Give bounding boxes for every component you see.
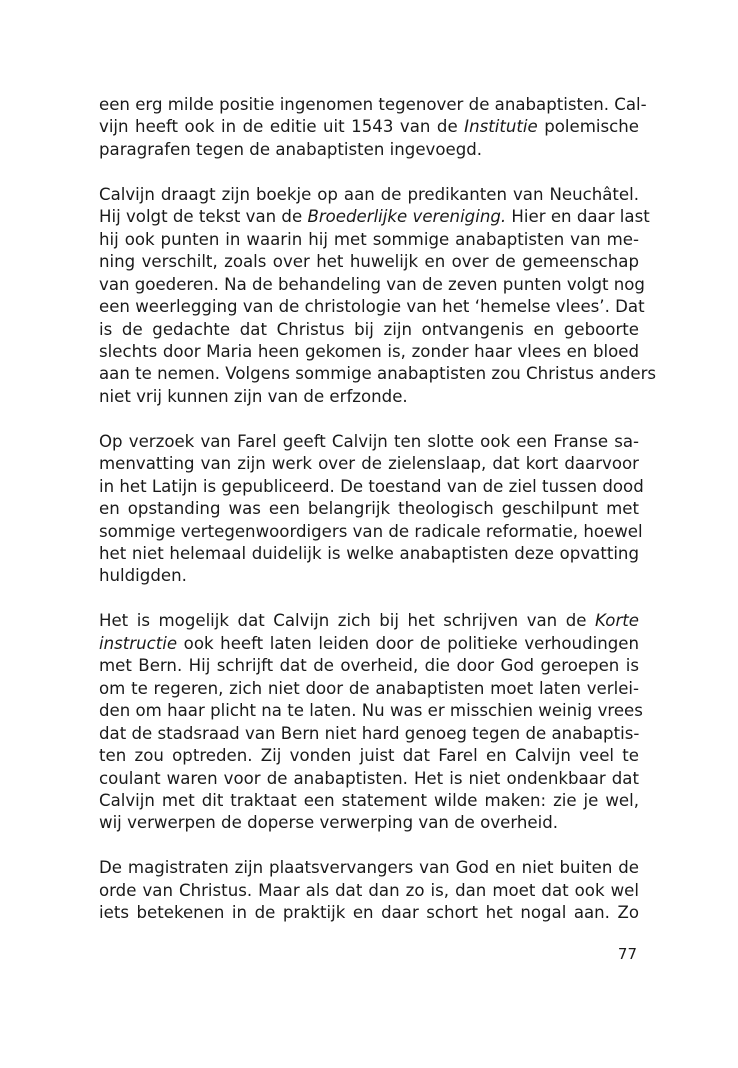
text-line: ten zou optreden. Zij vonden juist dat Farel en Calvijn veel te <box>99 746 639 766</box>
text-line: instructie ook heeft laten leiden door de politieke verhoudingen <box>99 633 639 653</box>
text-line: van goederen. Na de behandeling van de zeven punten volgt nog <box>99 274 645 294</box>
text-line: paragrafen tegen de anabaptisten ingevoegd. <box>99 139 483 159</box>
text-line: Op verzoek van Farel geeft Calvijn ten slotte ook een Franse sa- <box>99 431 639 451</box>
text-line: het niet helemaal duidelijk is welke anabaptisten deze opvatting <box>99 544 639 564</box>
text-line: ning verschilt, zoals over het huwelijk en over de gemeenschap <box>99 252 639 272</box>
body-text <box>99 94 657 925</box>
paragraph <box>99 610 643 835</box>
text-line: coulant waren voor de anabaptisten. Het is niet ondenkbaar dat <box>99 768 639 788</box>
text-line: is de gedachte dat Christus bij zijn ontvangenis en geboorte <box>99 319 639 339</box>
text-line: hij ook punten in waarin hij met sommige anabaptisten van me- <box>99 229 639 249</box>
text-line: vijn heeft ook in de editie uit 1543 van de Institutie polemische <box>99 117 639 137</box>
text-line: De magistraten zijn plaatsvervangers van God en niet buiten de <box>99 858 639 878</box>
text-line: Calvijn met dit traktaat een statement wilde maken: zie je wel, <box>99 791 639 810</box>
italic-title: Korte <box>595 611 639 631</box>
italic-title: Broederlijke vereniging. <box>307 207 507 227</box>
text-line: een weerlegging van de christologie van het ‘hemelse vlees’. Dat <box>99 297 645 317</box>
text-line: Het is mogelijk dat Calvijn zich bij het schrijven van de Korte <box>99 611 639 631</box>
paragraph <box>99 431 644 588</box>
text-line: om te regeren, zich niet door de anabaptisten moet laten verlei- <box>99 678 639 698</box>
text-line: een erg milde positie ingenomen tegenover de anabaptisten. Cal- <box>99 95 647 114</box>
text-line: slechts door Maria heen gekomen is, zonder haar vlees en bloed <box>99 341 639 361</box>
text-line: aan te nemen. Volgens sommige anabaptisten zou Christus anders <box>99 364 657 384</box>
text-line: orde van Christus. Maar als dat dan zo is, dan moet dat ook wel <box>99 880 639 900</box>
text-line: niet vrij kunnen zijn van de erfzonde. <box>99 386 408 406</box>
text-line: Hij volgt de tekst van de Broederlijke vereniging. Hier en daar last <box>99 207 650 227</box>
text-line: menvatting van zijn werk over de zielenslaap, dat kort daarvoor <box>99 454 639 474</box>
text-line: dat de stadsraad van Bern niet hard genoeg tegen de anabaptis- <box>99 723 640 743</box>
paragraph <box>99 857 639 924</box>
text-line: sommige vertegenwoordigers van de radicale reformatie, hoewel <box>99 521 643 541</box>
text-line: wij verwerpen de doperse verwerping van de overheid. <box>99 813 559 833</box>
text-line: huldigden. <box>99 566 187 586</box>
italic-title: instructie <box>99 633 178 653</box>
text-line: den om haar plicht na te laten. Nu was er misschien weinig vrees <box>99 701 643 721</box>
text-line: Calvijn draagt zijn boekje op aan de predikanten van Neuchâtel. <box>99 184 639 204</box>
page-number: 77 <box>617 945 637 963</box>
paragraph <box>99 94 647 161</box>
italic-title: Institutie <box>464 117 538 137</box>
paragraph <box>99 184 657 409</box>
text-line: met Bern. Hij schrijft dat de overheid, die door God geroepen is <box>99 656 639 676</box>
text-line: iets betekenen in de praktijk en daar schort het nogal aan. Zo <box>99 903 639 923</box>
text-line: in het Latijn is gepubliceerd. De toestand van de ziel tussen dood <box>99 476 644 496</box>
text-line: en opstanding was een belangrijk theologisch geschilpunt met <box>99 499 639 519</box>
